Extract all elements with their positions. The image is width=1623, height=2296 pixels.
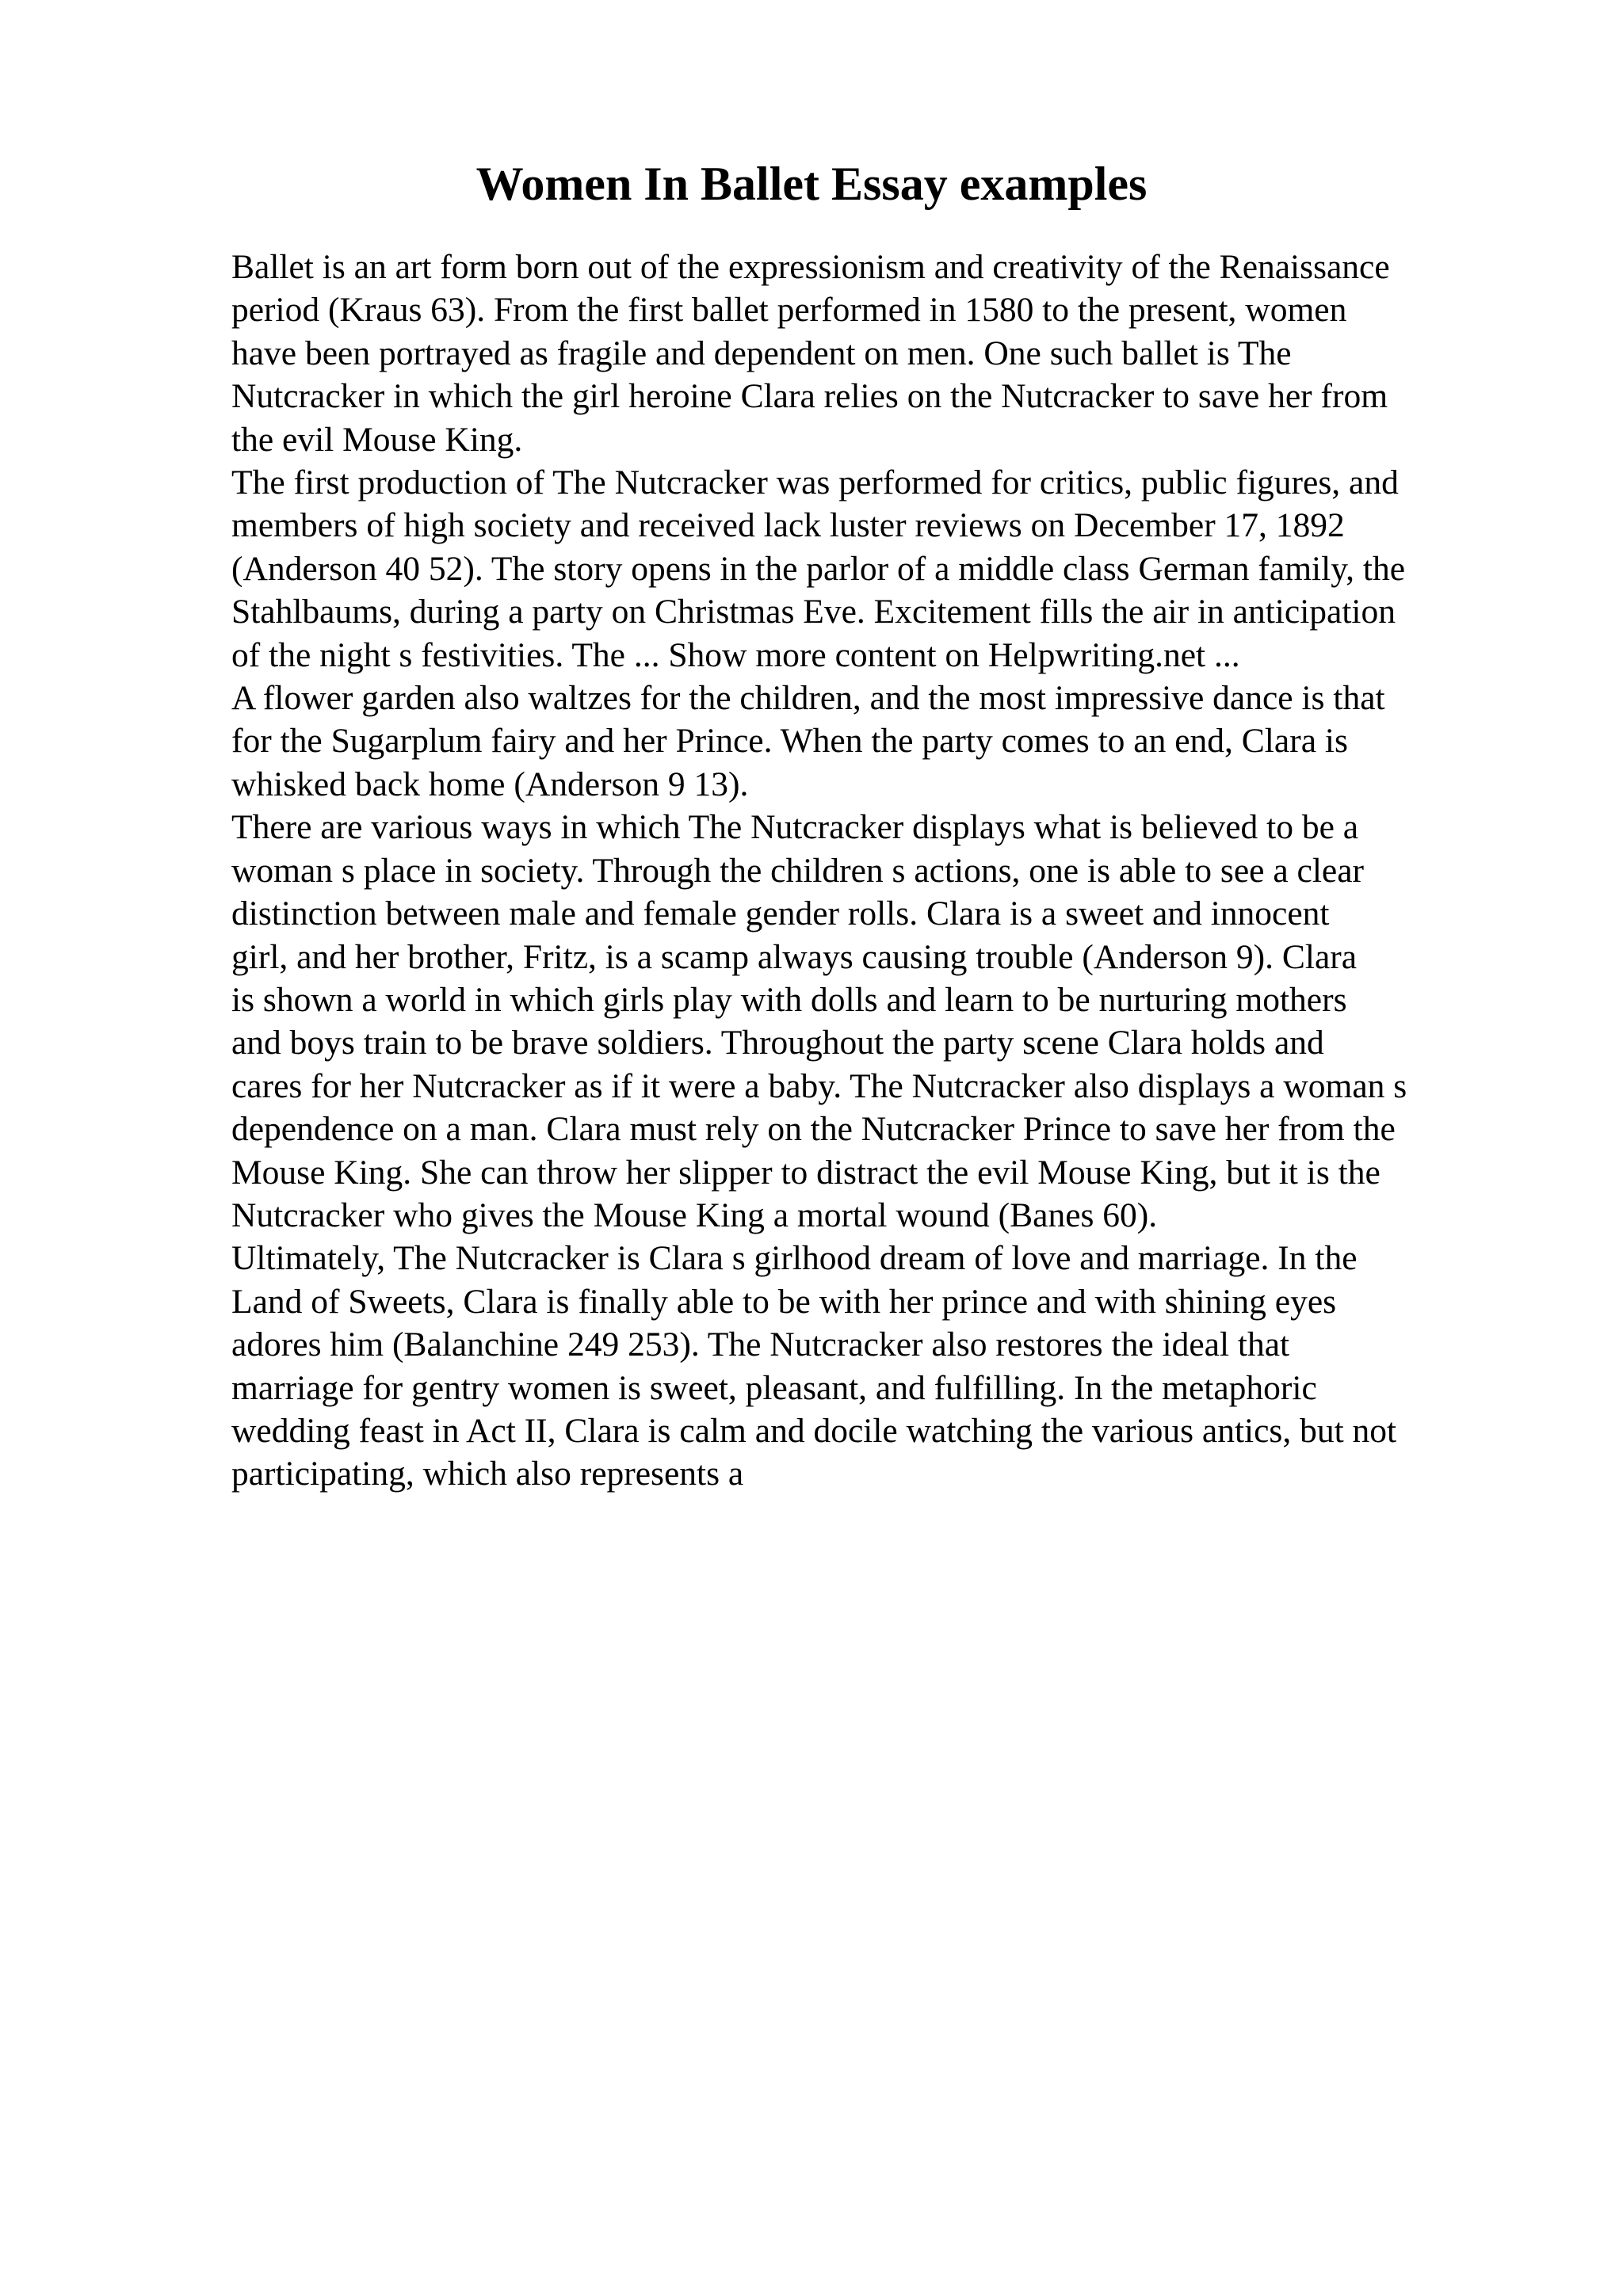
text-line: period (Kraus 63). From the first ballet performed in 1580 to the present, women <box>231 291 1347 330</box>
text-line: is shown a world in which girls play with dolls and learn to be nurturing mothers <box>231 980 1347 1019</box>
text-line: Nutcracker who gives the Mouse King a mortal wound (Banes 60). <box>231 1196 1158 1234</box>
text-line: the evil Mouse King. <box>231 420 523 459</box>
text-line: A flower garden also waltzes for the children, and the most impressive dance is that <box>231 679 1385 718</box>
text-line: adores him (Balanchine 249 253). The Nutcracker also restores the ideal that <box>231 1325 1290 1364</box>
text-line: marriage for gentry women is sweet, pleasant, and fulfilling. In the metaphoric <box>231 1368 1317 1407</box>
text-line: Mouse King. She can throw her slipper to distract the evil Mouse King, but it is the <box>231 1153 1381 1192</box>
text-line: woman s place in society. Through the children s actions, one is able to see a clear <box>231 851 1365 890</box>
text-line: The first production of The Nutcracker was performed for critics, public figures, and <box>231 463 1399 502</box>
text-line: girl, and her brother, Fritz, is a scamp always causing trouble (Anderson 9). Clara <box>231 937 1358 976</box>
document-title: Women In Ballet Essay examples <box>475 158 1148 210</box>
text-line: Stahlbaums, during a party on Christmas Eve. Excitement fills the air in anticipation <box>231 593 1396 631</box>
text-line: whisked back home (Anderson 9 13). <box>231 765 749 803</box>
text-line: distinction between male and female gender rolls. Clara is a sweet and innocent <box>231 894 1330 933</box>
text-line: and boys train to be brave soldiers. Throughout the party scene Clara holds and <box>231 1024 1324 1062</box>
text-line: Ballet is an art form born out of the expressionism and creativity of the Renaissance <box>231 248 1390 286</box>
text-line: Nutcracker in which the girl heroine Clara relies on the Nutcracker to save her from <box>231 377 1388 416</box>
text-line: of the night s festivities. The ... Show more content on Helpwriting.net ... <box>231 635 1240 674</box>
text-line: cares for her Nutcracker as if it were a baby. The Nutcracker also displays a woman s <box>231 1066 1407 1105</box>
text-line: have been portrayed as fragile and dependent on men. One such ballet is The <box>231 334 1292 372</box>
essay-body <box>231 246 1515 1496</box>
text-line: (Anderson 40 52). The story opens in the parlor of a middle class German family, the <box>231 549 1406 588</box>
text-line: dependence on a man. Clara must rely on the Nutcracker Prince to save her from the <box>231 1110 1396 1149</box>
text-line: wedding feast in Act II, Clara is calm and docile watching the various antics, but not <box>231 1411 1397 1450</box>
text-line: Ultimately, The Nutcracker is Clara s girlhood dream of love and marriage. In the <box>231 1239 1358 1278</box>
text-line: Land of Sweets, Clara is finally able to be with her prince and with shining eyes <box>231 1282 1337 1321</box>
text-line: for the Sugarplum fairy and her Prince. When the party comes to an end, Clara is <box>231 722 1348 761</box>
text-line: participating, which also represents a <box>231 1455 744 1493</box>
text-line: members of high society and received lack luster reviews on December 17, 1892 <box>231 506 1345 545</box>
text-line: There are various ways in which The Nutcracker displays what is believed to be a <box>231 808 1359 847</box>
